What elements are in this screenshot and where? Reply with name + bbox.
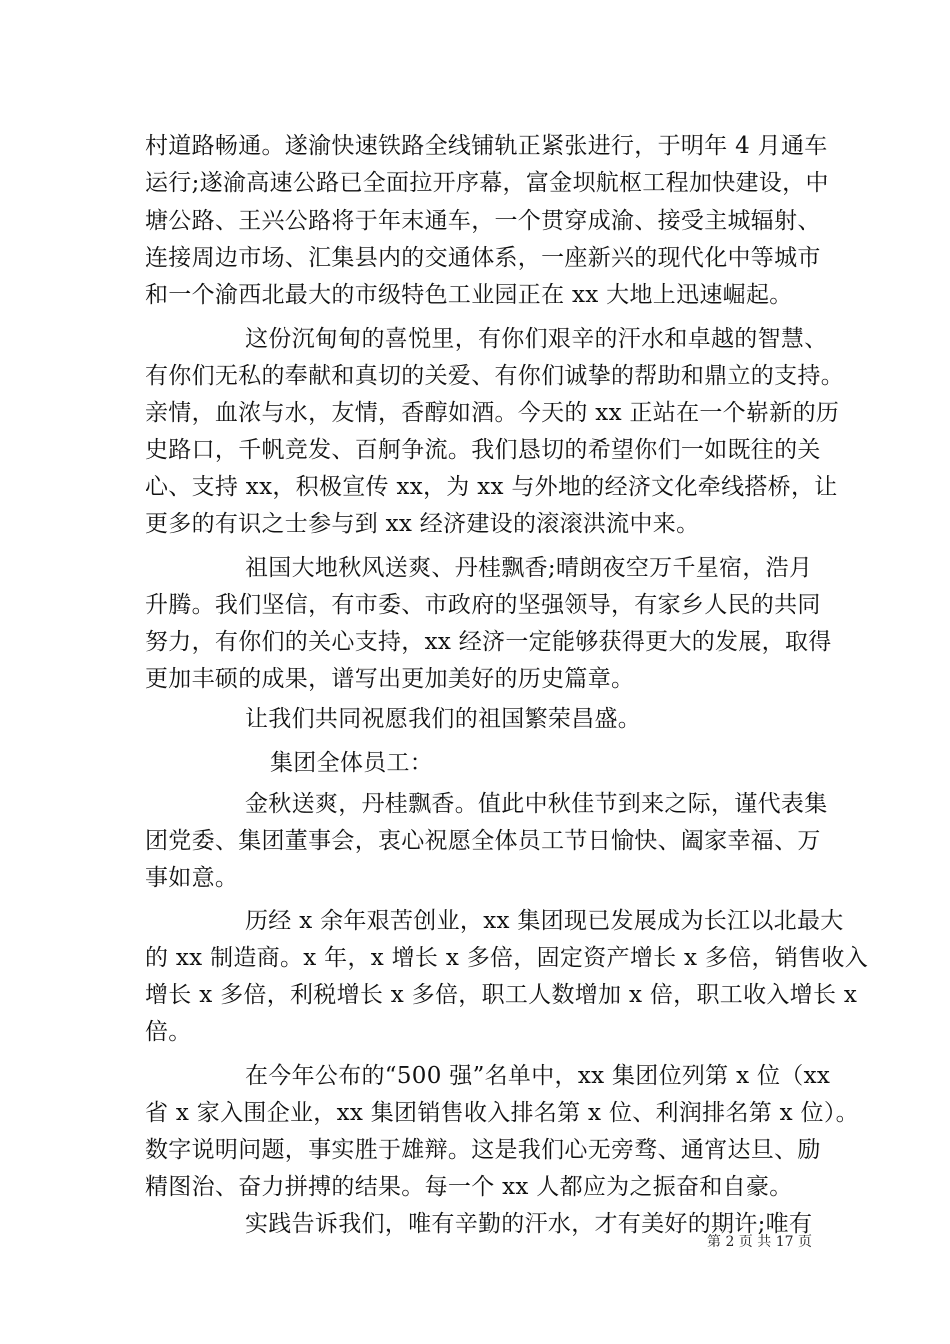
text-line: 的 xx 制造商。x 年，x 增长 x 多倍，固定资产增长 x 多倍，销售收入 [145,945,869,971]
text-line: 努力，有你们的关心支持，xx 经济一定能够获得更大的发展，取得 [145,629,832,655]
text-line: 有你们无私的奉献和真切的关爱、有你们诚挚的帮助和鼎立的支持。 [145,363,844,389]
text-line: 事如意。 [145,865,239,891]
paragraph-first-line: 金秋送爽，丹桂飘香。值此中秋佳节到来之际，谨代表集 [245,791,828,817]
text-line: 升腾。我们坚信，有市委、市政府的坚强领导，有家乡人民的共同 [145,592,821,618]
text-line: 更多的有识之士参与到 xx 经济建设的滚滚洪流中来。 [145,511,700,537]
paragraph-first-line: 历经 x 余年艰苦创业，xx 集团现已发展成为长江以北最大 [245,908,844,934]
text-line: 亲情，血浓与水，友情，香醇如酒。今天的 xx 正站在一个崭新的历 [145,400,840,426]
letter-salutation: 集团全体员工： [270,750,434,776]
text-line: 团党委、集团董事会，衷心祝愿全体员工节日愉快、阖家幸福、万 [145,828,821,854]
paragraph-first-line: 让我们共同祝愿我们的祖国繁荣昌盛。 [245,706,642,732]
paragraph-first-line: 这份沉甸甸的喜悦里，有你们艰辛的汗水和卓越的智慧、 [245,326,828,352]
text-line: 倍。 [145,1019,192,1045]
text-line: 连接周边市场、汇集县内的交通体系，一座新兴的现代化中等城市 [145,245,821,271]
text-line: 和一个渝西北最大的市级特色工业园正在 xx 大地上迅速崛起。 [145,282,793,308]
text-line: 精图治、奋力拼搏的结果。每一个 xx 人都应为之振奋和自豪。 [145,1174,793,1200]
text-line: 省 x 家入围企业，xx 集团销售收入排名第 x 位、利润排名第 x 位）。 [145,1100,859,1126]
text-line: 心、支持 xx，积极宣传 xx，为 xx 与外地的经济文化牵线搭桥，让 [145,474,838,500]
text-line: 塘公路、王兴公路将于年末通车，一个贯穿成渝、接受主城辐射、 [145,208,821,234]
paragraph-first-line: 在今年公布的“500 强”名单中，xx 集团位列第 x 位（xx [245,1063,831,1089]
text-line: 增长 x 多倍，利税增长 x 多倍，职工人数增加 x 倍，职工收入增长 x [145,982,858,1008]
page-number-footer: 第 2 页 共 17 页 [707,1234,812,1250]
text-line: 运行;遂渝高速公路已全面拉开序幕，富金坝航枢工程加快建设，中 [145,170,829,196]
paragraph-first-line: 实践告诉我们，唯有辛勤的汗水，才有美好的期许;唯有 [245,1211,813,1237]
paragraph-first-line: 祖国大地秋风送爽、丹桂飘香;晴朗夜空万千星宿，浩月 [245,555,813,581]
text-line: 村道路畅通。遂渝快速铁路全线铺轨正紧张进行，于明年 4 月通车 [145,133,828,159]
text-line: 更加丰硕的成果，谱写出更加美好的历史篇章。 [145,666,635,692]
text-line: 史路口，千帆竞发、百舸争流。我们恳切的希望你们一如既往的关 [145,437,821,463]
text-line: 数字说明问题，事实胜于雄辩。这是我们心无旁骛、通宵达旦、励 [145,1137,821,1163]
